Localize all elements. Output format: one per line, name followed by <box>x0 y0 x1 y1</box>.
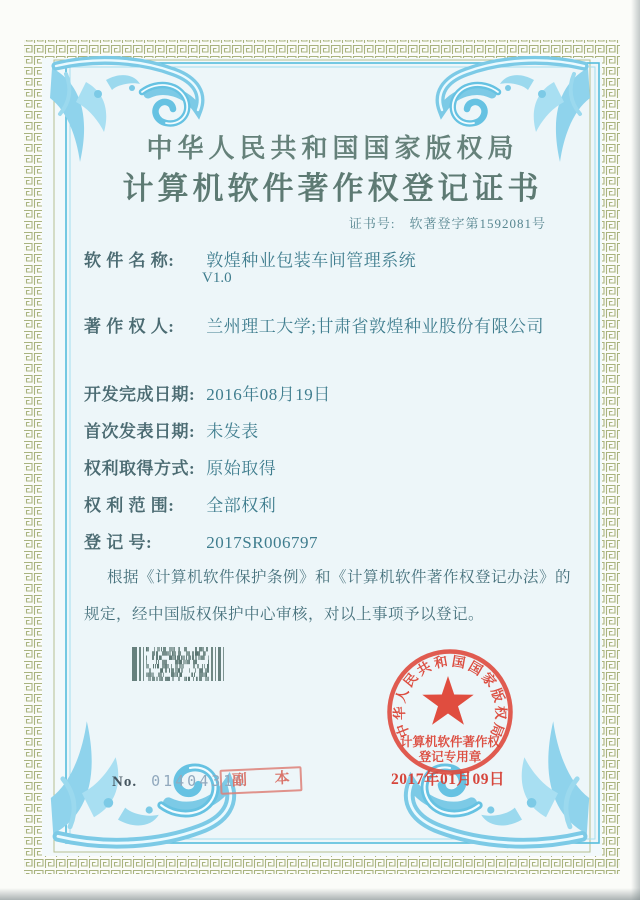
right-scope-value: 全部权利 <box>206 496 277 515</box>
first-publish-date-value: 未发表 <box>206 422 259 441</box>
registration-statement-line2: 规定，经中国版权保护中心审核，对以上事项予以登记。 <box>84 606 485 623</box>
dev-complete-date-value: 2016年08月19日 <box>206 385 331 404</box>
field-row-dev-complete-date <box>84 380 331 405</box>
registration-number-value: 2017SR006797 <box>206 533 319 552</box>
software-name-label: 软 件 名 称: <box>84 251 175 270</box>
field-row-copyright-owner <box>84 312 544 337</box>
certificate-number-label: 证书号: <box>348 216 396 231</box>
scan-shadow-right <box>631 0 640 900</box>
dev-complete-date-label: 开发完成日期: <box>84 385 196 404</box>
field-row-right-acquisition <box>84 454 276 479</box>
field-row-registration-number <box>84 528 318 553</box>
barcode-icon <box>132 647 226 681</box>
software-name-value: 敦煌种业包装车间管理系统 <box>206 251 417 270</box>
right-scope-label: 权 利 范 围: <box>84 496 175 515</box>
scan-shadow-bottom <box>0 888 640 900</box>
software-version-value: V1.0 <box>202 270 232 286</box>
field-row-first-publish-date <box>84 417 259 442</box>
certificate-number-row <box>66 213 546 232</box>
field-row-software-name <box>84 246 416 271</box>
issuer-title: 中华人民共和国国家版权局 <box>146 134 519 163</box>
seal-date: 2017年01月09日 <box>390 771 506 788</box>
registration-number-label: 登 记 号: <box>84 533 153 552</box>
seal-star-icon <box>422 676 473 725</box>
copyright-owner-value: 兰州理工大学;甘肃省敦煌种业股份有限公司 <box>206 317 544 336</box>
right-acquisition-label: 权利取得方式: <box>84 459 196 478</box>
copyright-owner-label: 著 作 权 人: <box>84 317 175 336</box>
seal-text-line1: 计算机软件著作权 <box>399 735 501 749</box>
serial-number: 01404310 <box>151 772 248 790</box>
serial-prefix: No. <box>112 774 138 790</box>
certificate-number-value: 软著登字第1592081号 <box>409 216 546 231</box>
duplicate-copy-stamp: 副 本 <box>219 766 302 795</box>
first-publish-date-label: 首次发表日期: <box>84 422 196 441</box>
registration-statement-line1: 根据《计算机软件保护条例》和《计算机软件著作权登记办法》的 <box>107 569 572 586</box>
seal-text-line2: 登记专用章 <box>418 750 482 764</box>
certificate-title: 计算机软件著作权登记证书 <box>122 171 543 206</box>
copyright-office-seal <box>368 630 532 802</box>
field-row-right-scope <box>84 491 276 516</box>
seal-ring-text: 中华人民共和国国家版权局 <box>391 653 509 740</box>
right-acquisition-value: 原始取得 <box>206 459 277 478</box>
